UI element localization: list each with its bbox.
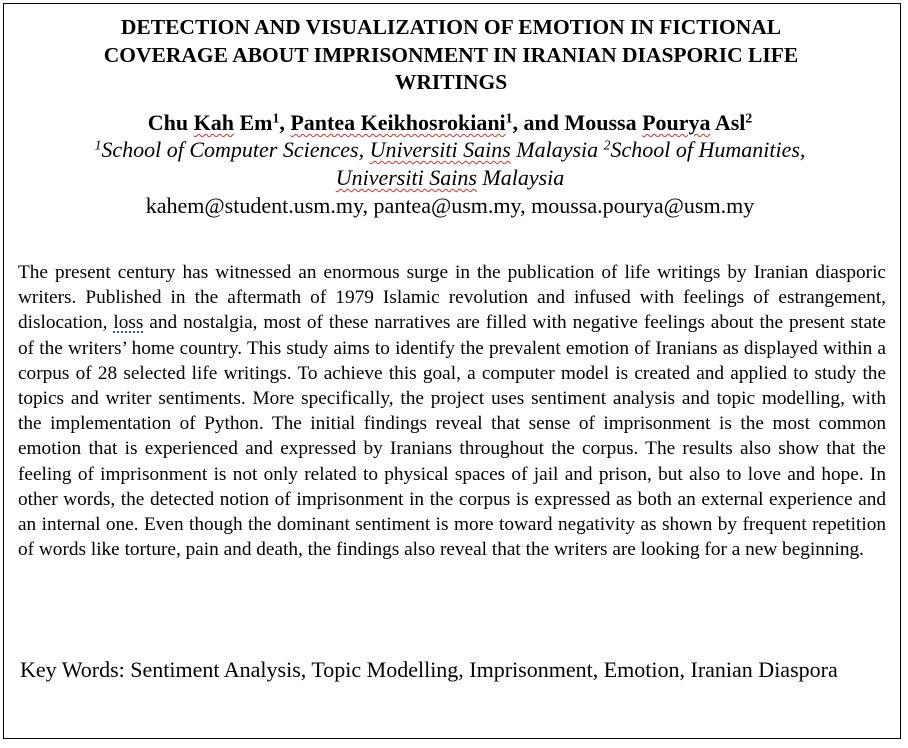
author1-surname: Em [234, 110, 273, 135]
keywords: Key Words: Sentiment Analysis, Topic Modelling, Imprisonment, Emotion, Iranian Diaspora [20, 657, 838, 682]
affiliation2-school: School of Humanities, [610, 137, 806, 162]
author3-surname: Asl [710, 110, 746, 135]
abstract-text-rest: and nostalgia, most of these narratives are filled with negative feelings about the present state of the writers’ home country. This study aims to identify the prevalent emotion of Iranians as displayed within a corpus of 28 selected life writings. To achieve this goal, a computer model is created and applied to study the topics and writer sentiments. More specifically, the project uses sentiment analysis and topic modelling, with the implementation of Python. The initial findings reveal that sense of imprisonment is the most common emotion that is experienced and expressed by Iranians throughout the corpus. The results also show that the feeling of imprisonment is not only related to physical spaces of jail and prison, but also to love and hope. In other words, the detected notion of imprisonment in the corpus is expressed as both an external experience and an internal one. Even though the dominant sentiment is more toward negativity as shown by frequent repetition of words like torture, pain and death, the findings also reveal that the writers are looking for a new beginning. [18, 312, 886, 561]
affiliations [40, 136, 860, 192]
abstract-text-start: The present century has witnessed an enormous surge in the publication of life writings by Iranian diasporic writers. Published in the aftermath of 1979 Islamic revolution and infused with feelings of estrangement, dislocation, [18, 262, 886, 334]
affiliation2-country: Malaysia [476, 165, 565, 190]
author2-name: Pantea Keikhosrokiani [290, 110, 506, 135]
author-emails: kahem@student.usm.my, pantea@usm.my, moussa.pourya@usm.my [145, 193, 755, 218]
title-line-3: WRITINGS [394, 70, 508, 94]
author-separator: , [279, 110, 291, 135]
author3-affiliation-marker: 2 [745, 110, 753, 126]
author2-affiliation-marker: 1 [505, 110, 513, 126]
author1-spellcheck-word: Kah [193, 110, 234, 135]
author3-spellcheck-word: Pourya [642, 110, 711, 135]
affiliation2-marker: 2 [603, 137, 611, 153]
author1-given-name: Chu [147, 110, 194, 135]
abstract [18, 260, 886, 562]
title-line-2: COVERAGE ABOUT IMPRISONMENT IN IRANIAN DIASPORIC LIFE [103, 42, 799, 67]
paper-title [40, 14, 862, 97]
author3-given-name: , and Moussa [512, 110, 643, 135]
affiliation1-school: School of Computer Sciences, [101, 137, 370, 162]
affiliation1-marker: 1 [94, 137, 102, 153]
grammar-flagged-word: loss [113, 312, 144, 334]
affiliation2-university: Universiti Sains [335, 165, 477, 190]
affiliation1-university: Universiti Sains [369, 137, 511, 162]
author1-affiliation-marker: 1 [272, 110, 280, 126]
affiliation1-country: Malaysia [510, 137, 604, 162]
title-line-1: DETECTION AND VISUALIZATION OF EMOTION IN FICTIONAL [120, 15, 782, 39]
author-list [10, 108, 890, 138]
